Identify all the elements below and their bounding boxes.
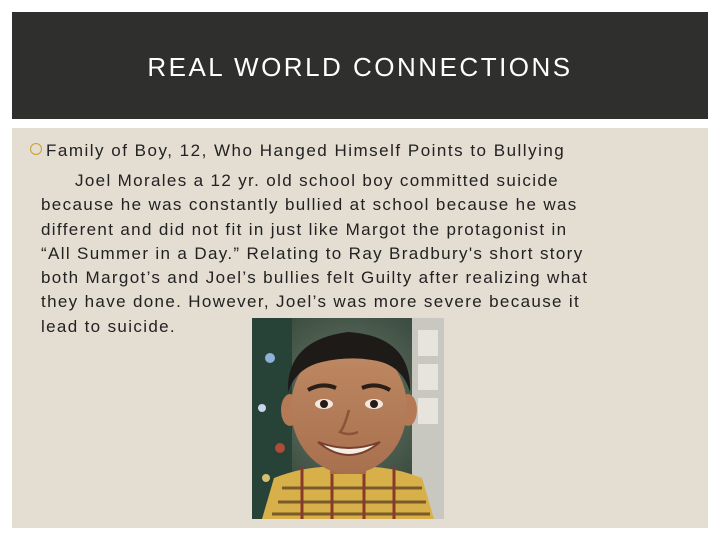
paragraph-line: lead to suicide.: [41, 316, 177, 336]
bullet-text: Family of Boy, 12, Who Hanged Himself Points to Bullying: [46, 141, 566, 160]
hollow-circle-bullet-icon: [30, 143, 42, 155]
paragraph-line: because he was constantly bullied at school because he was: [41, 195, 578, 215]
paragraph-line: “All Summer in a Day.” Relating to Ray Bradbury's short story: [41, 243, 584, 263]
paragraph-line: both Margot’s and Joel’s bullies felt Guilty after realizing what: [41, 268, 589, 288]
slide-title: REAL WORLD CONNECTIONS: [147, 52, 573, 82]
body-paragraph: [41, 169, 681, 339]
paragraph-line: different and did not fit in just like Margot the protagonist in: [41, 219, 568, 239]
bullet-item: [30, 141, 565, 161]
title-bar: [12, 12, 708, 119]
paragraph-line: Joel Morales a 12 yr. old school boy committed suicide: [75, 171, 559, 190]
portrait-illustration: [252, 318, 444, 519]
paragraph-line: they have done. However, Joel’s was more severe because it: [41, 292, 581, 312]
boy-portrait-photo: [252, 318, 444, 519]
